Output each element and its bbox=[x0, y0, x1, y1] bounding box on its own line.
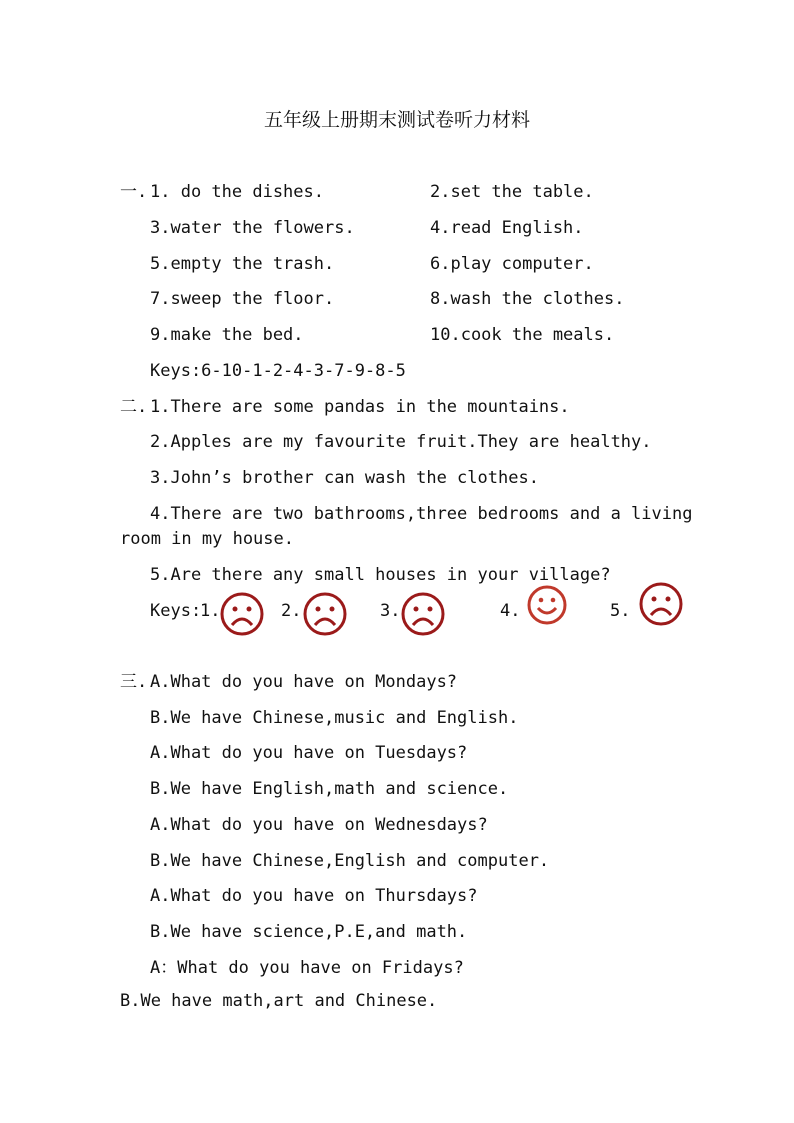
section3-marker: 三. bbox=[120, 672, 148, 692]
section2-sentence: 4.There are two bathrooms,three bedrooms and a living bbox=[150, 504, 693, 524]
page-title: 五年级上册期末测试卷听力材料 bbox=[263, 109, 530, 131]
section1-item: 10.cook the meals. bbox=[430, 325, 615, 345]
section1-keys: Keys:6-10-1-2-4-3-7-9-8-5 bbox=[150, 361, 406, 381]
section1-item: 6.play computer. bbox=[430, 254, 594, 274]
section1-item: 4.read English. bbox=[430, 218, 584, 238]
section1-item: 2.set the table. bbox=[430, 182, 594, 202]
sad-face-icon bbox=[400, 591, 446, 637]
section1-item: 1. do the dishes. bbox=[150, 182, 324, 202]
dialogue-line: A：What do you have on Fridays? bbox=[150, 958, 464, 978]
section2-marker: 二. bbox=[120, 397, 148, 417]
section2-sentence: 1.There are some pandas in the mountains. bbox=[150, 397, 570, 417]
section1-marker: 一. bbox=[120, 182, 148, 202]
answer-number: 5. bbox=[610, 601, 631, 621]
dialogue-line: B.We have Chinese,English and computer. bbox=[150, 851, 550, 871]
answer-number: 4. bbox=[500, 601, 521, 621]
section1-item: 5.empty the trash. bbox=[150, 254, 335, 274]
sad-face-icon bbox=[219, 591, 265, 637]
answer-number: 3. bbox=[380, 601, 401, 621]
section1-item: 9.make the bed. bbox=[150, 325, 304, 345]
section1-item: 3.water the flowers. bbox=[150, 218, 355, 238]
dialogue-line: B.We have English,math and science. bbox=[150, 779, 509, 799]
section2-sentence: 3.John’s brother can wash the clothes. bbox=[150, 468, 539, 488]
dialogue-line: B.We have science,P.E,and math. bbox=[150, 922, 468, 942]
section2-sentence: 2.Apples are my favourite fruit.They are healthy. bbox=[150, 432, 652, 452]
section2-keys-label: Keys: bbox=[150, 601, 202, 621]
section2-sentence: room in my house. bbox=[120, 529, 294, 549]
answer-number: 2. bbox=[281, 601, 302, 621]
answer-number: 1. bbox=[200, 601, 221, 621]
section2-sentence: 5.Are there any small houses in your village? bbox=[150, 565, 611, 585]
dialogue-line: A.What do you have on Wednesdays? bbox=[150, 815, 488, 835]
dialogue-line: A.What do you have on Mondays? bbox=[150, 672, 458, 692]
smiley-face-icon bbox=[526, 584, 568, 626]
sad-face-icon bbox=[638, 581, 684, 627]
dialogue-line: B.We have math,art and Chinese. bbox=[120, 991, 438, 1011]
sad-face-icon bbox=[302, 591, 348, 637]
dialogue-line: A.What do you have on Tuesdays? bbox=[150, 743, 468, 763]
dialogue-line: B.We have Chinese,music and English. bbox=[150, 708, 519, 728]
section1-item: 8.wash the clothes. bbox=[430, 289, 625, 309]
section1-item: 7.sweep the floor. bbox=[150, 289, 335, 309]
dialogue-line: A.What do you have on Thursdays? bbox=[150, 886, 478, 906]
